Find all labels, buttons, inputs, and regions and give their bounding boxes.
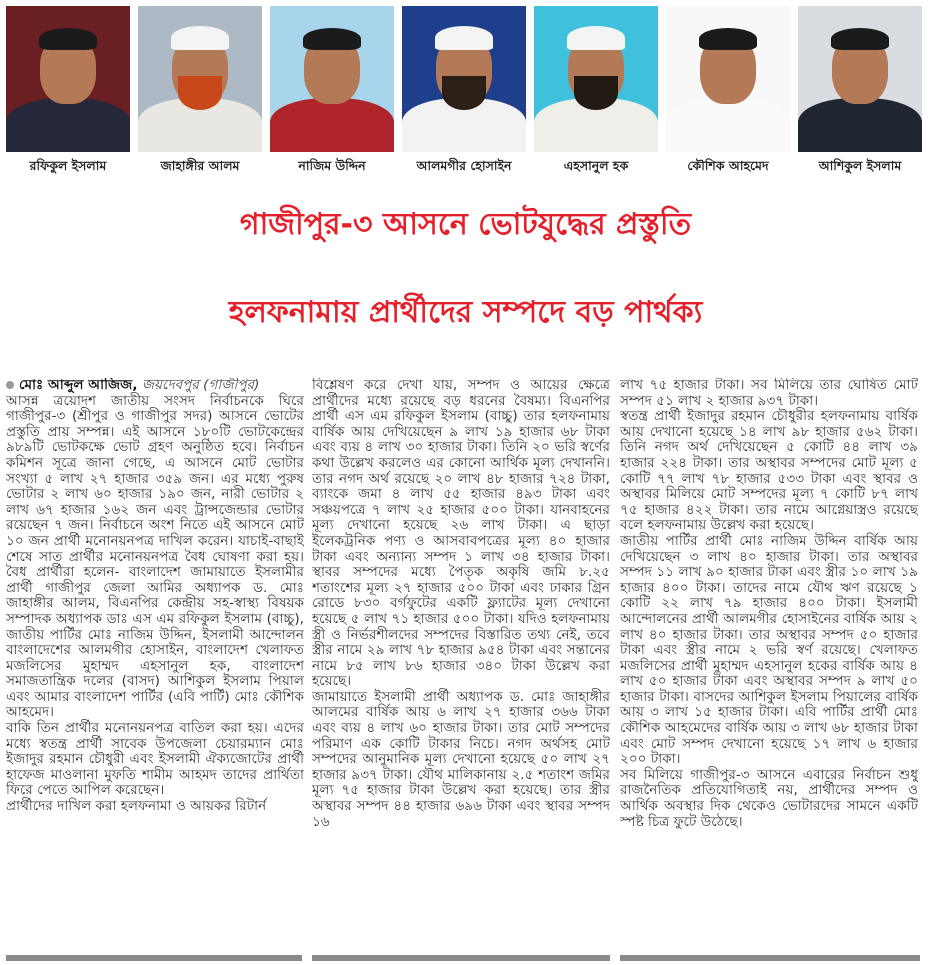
article-paragraph: বাকি তিন প্রার্থীর মনোনয়নপত্র বাতিল করা হয়। এদের মধ্যে স্বতন্ত্র প্রার্থী সাবেক উপজেলা চেয়ারম্যান মোঃ ইজাদুর রহমান চৌধুরী এবং ইসলামী ঐক্যজোটের প্রার্থী হাফেজ মাওলানা মুফতি শামীম আহমদ তাদের প্রার্থিতা ফিরে পেতে আপিল করেছেন। [6, 720, 304, 799]
candidate-photo [138, 6, 262, 152]
candidate-beard-shape [574, 76, 618, 110]
candidate-hair-shape [699, 28, 757, 50]
candidate-name: এহসানুল হক [563, 158, 629, 173]
candidate-name: জাহাঙ্গীর আলম [160, 158, 240, 173]
candidate-hair-shape [39, 28, 97, 50]
candidate-cap-shape [435, 26, 493, 50]
candidate-hair-shape [303, 28, 361, 50]
article-paragraph: সব মিলিয়ে গাজীপুর-৩ আসনে এবারের নির্বাচন শুধু রাজনৈতিক প্রতিযোগিতাই নয়, প্রার্থীদের সম্পদ ও আর্থিক অবস্থার দিক থেকেও ভোটারদের সামনে একটি স্পষ্ট চিত্র ফুটে উঠেছে। [620, 766, 918, 830]
article-paragraph: স্বতন্ত্র প্রার্থী ইজাদুর রহমান চৌধুরীর হলফনামায় বার্ষিক আয় দেখানো হয়েছে ১৪ লাখ ৯৮ হাজার ৫৬২ টাকা। তিনি নগদ অর্থ দেখিয়েছেন ৫ কোটি ৪৪ লাখ ৩৯ হাজার ২২৪ টাকা। তার অস্থাবর সম্পদের মোট মূল্য ৫ কোটি ৭৭ লাখ ৭৮ হাজার ৫৩৩ টাকা এবং স্থাবর ও অস্থাবর মিলিয়ে মোট সম্পদের মূল্য ৭ কোটি ৮৭ লাখ ৭৫ হাজার ৪২২ টাকা। তার নামে আগ্নেয়াস্ত্রও রয়েছে বলে হলফনামায় উল্লেখ করা হয়েছে। [620, 408, 918, 534]
column-divider-rule [312, 955, 610, 961]
candidate-body-shape [270, 98, 394, 152]
article-paragraph: বিশ্লেষণ করে দেখা যায়, সম্পদ ও আয়ের ক্ষেত্রে প্রার্থীদের মধ্যে রয়েছে বড় ধরনের বৈষম্য। বিএনপির প্রার্থী এস এম রফিকুল ইসলাম (বাচ্চু) তার হলফনামায় বার্ষিক আয় দেখিয়েছেন ৯ লাখ ১৯ হাজার ৬৮ টাকা এবং ব্যয় ৪ লাখ ৩০ হাজার টাকা। তিনি ২০ ভরি স্বর্ণের কথা উল্লেখ করলেও এর কোনো আর্থিক মূল্য দেখাননি। তার নগদ অর্থ রয়েছে ২০ লাখ ৪৮ হাজার ৭২৪ টাকা, ব্যাংকে জমা ৪ লাখ ৫৫ হাজার ৪৯৩ টাকা এবং সঞ্চয়পত্রে ৭ লাখ ২৫ হাজার ৫০০ টাকা। যানবাহনের মূল্য দেখানো হয়েছে ২৬ লাখ টাকা। এ ছাড়া ইলেকট্রনিক পণ্য ও আসবাবপত্রের মূল্য ৪০ হাজার টাকা এবং অন্যান্য সম্পদ ১ লাখ ৩৪ হাজার টাকা। স্থাবর সম্পদের মধ্যে পৈতৃক অকৃষি জমি ৮.২৫ শতাংশের মূল্য ২৭ হাজার ৫০০ টাকা এবং ঢাকার গ্রিন রোডে ৮৩০ বর্গফুটের একটি ফ্ল্যাটের মূল্য দেখানো হয়েছে ৫ লাখ ৭১ হাজার ৫০০ টাকা। যদিও হলফনামায় স্ত্রী ও নির্ভরশীলদের সম্পদের বিস্তারিত তথ্য নেই, তবে স্ত্রীর নামে ২৯ লাখ ৭৮ হাজার ৯৫৪ টাকা এবং সন্তানের নামে ৮৫ লাখ ৮৬ হাজার ৩৪০ টাকা উল্লেখ করা হয়েছে। [312, 378, 610, 690]
candidate-name: রফিকুল ইসলাম [29, 158, 107, 173]
candidate-body-shape [6, 98, 130, 152]
candidate-photo [534, 6, 658, 152]
candidate-body-shape [666, 98, 790, 152]
candidate-body-shape [798, 98, 922, 152]
article-column-2 [312, 378, 610, 948]
candidate-name: নাজিম উদ্দিন [298, 158, 366, 173]
candidate-photo [6, 6, 130, 152]
article-paragraph: জামায়াতে ইসলামী প্রার্থী অধ্যাপক ড. মোঃ জাহাঙ্গীর আলমের বার্ষিক আয় ৬ লাখ ২৭ হাজার ৩৬৬ টাকা এবং ব্যয় ৪ লাখ ৬০ হাজার টাকা। তার মোট সম্পদের পরিমাণ এক কোটি টাকার নিচে। নগদ অর্থসহ মোট সম্পদের আনুমানিক মূল্য দেখানো হয়েছে ৫০ লাখ ২৭ হাজার ৯৩৭ টাকা। যৌথ মালিকানায় ২.৫ শতাংশ জমির মূল্য ৭৫ হাজার টাকা উল্লেখ করা হয়েছে। তার স্ত্রীর অস্থাবর সম্পদ ৪৪ হাজার ৬৯৬ টাকা এবং স্থাবর সম্পদ ১৬ [312, 688, 610, 830]
article-column-3 [620, 378, 918, 948]
column-divider-rule [6, 955, 302, 961]
candidate-photo [666, 6, 790, 152]
column-divider-rule [620, 955, 920, 961]
headline-line-2: হলফনামায় প্রার্থীদের সম্পদে বড় পার্থক্য [228, 295, 703, 330]
bullet-icon [6, 381, 14, 389]
candidate-name: আশিকুল ইসলাম [818, 158, 902, 173]
article-paragraph: লাখ ৭৫ হাজার টাকা। সব মিলিয়ে তার ঘোষিত মোট সম্পদ ৫১ লাখ ২ হাজার ৯৩৭ টাকা। [620, 378, 918, 409]
candidate-cap-shape [171, 26, 229, 50]
article-paragraph: আসন্ন ত্রয়োদশ জাতীয় সংসদ নির্বাচনকে ঘিরে গাজীপুর-৩ (শ্রীপুর ও গাজীপুর সদর) আসনে ভোটের প্রস্তুতি প্রায় সম্পন্ন। এই আসনে ১৮০টি ভোটকেন্দ্রের ৯৮৯টি ভোটকক্ষে ভোট গ্রহণ অনুষ্ঠিত হবে। নির্বাচন কমিশন সূত্রে জানা গেছে, এ আসনে মোট ভোটার সংখ্যা ৫ লাখ ২৭ হাজার ৩৫৯ জন। এর মধ্যে পুরুষ ভোটার ২ লাখ ৬০ হাজার ১৯০ জন, নারী ভোটার ২ লাখ ৬৭ হাজার ১৬২ জন এবং ট্রান্সজেন্ডার ভোটার রয়েছেন ৭ জন। নির্বাচনে অংশ নিতে এই আসনে মোট ১০ জন প্রার্থী মনোনয়নপত্র দাখিল করেন। যাচাই-বাছাই শেষে সাত প্রার্থীর মনোনয়নপত্র বৈধ ঘোষণা করা হয়। বৈধ প্রার্থীরা হলেন- বাংলাদেশ জামায়াতে ইসলামীর প্রার্থী গাজীপুর জেলা আমির অধ্যাপক ড. মোঃ জাহাঙ্গীর আলম, বিএনপির কেন্দ্রীয় সহ-স্বাস্থ্য বিষয়ক সম্পাদক অধ্যাপক ডাঃ এস এম রফিকুল ইসলাম (বাচ্চু), জাতীয় পার্টির মোঃ নাজিম উদ্দিন, ইসলামী আন্দোলন বাংলাদেশের আলমগীর হোসাইন, বাংলাদেশ খেলাফত মজলিসের মুহাম্মদ এহসানুল হক, বাংলাদেশ সমাজতান্ত্রিক দলের (বাসদ) আশিকুল ইসলাম পিয়াল এবং আমার বাংলাদেশ পার্টির (এবি পার্টি) মোঃ কৌশিক আহমেদ। [6, 392, 304, 721]
byline [6, 378, 304, 394]
candidate-photos-row [6, 6, 926, 152]
candidate-photo [270, 6, 394, 152]
byline-author: মোঃ আব্দুল আজিজ, [19, 378, 138, 393]
candidate-names-row [6, 158, 926, 178]
candidate-beard-shape [178, 76, 222, 110]
headline-line-1: গাজীপুর-৩ আসনে ভোটযুদ্ধের প্রস্তুতি [239, 207, 692, 242]
byline-location: জয়দেবপুর (গাজীপুর) [141, 378, 260, 393]
candidate-beard-shape [442, 76, 486, 110]
candidate-cap-shape [567, 26, 625, 50]
candidate-name: কৌশিক আহমেদ [687, 158, 769, 173]
article-column-1 [6, 378, 304, 948]
article-paragraph: জাতীয় পার্টির প্রার্থী মোঃ নাজিম উদ্দিন বার্ষিক আয় দেখিয়েছেন ৩ লাখ ৪০ হাজার টাকা। তার অস্থাবর সম্পদ ১১ লাখ ৯০ হাজার টাকা এবং স্ত্রীর ১০ লাখ ১৯ হাজার ৪০০ টাকা। তাদের নামে যৌথ ঋণ রয়েছে ১ কোটি ২২ লাখ ৭৯ হাজার ৪০০ টাকা। ইসলামী আন্দোলনের প্রার্থী আলমগীর হোসাইনের বার্ষিক আয় ২ লাখ ৪০ হাজার টাকা। তার অস্থাবর সম্পদ ৫০ হাজার টাকা এবং স্ত্রীর নামে ২ ভরি স্বর্ণ রয়েছে। খেলাফত মজলিসের প্রার্থী মুহাম্মদ এহসানুল হকের বার্ষিক আয় ৪ লাখ ৫০ হাজার টাকা এবং অস্থাবর সম্পদ ৯ লাখ ৫০ হাজার টাকা। বাসদের আশিকুল ইসলাম পিয়ালের বার্ষিক আয় ৩ লাখ ১৫ হাজার টাকা। এবি পার্টির প্রার্থী মোঃ কৌশিক আহমেদের বার্ষিক আয় ৩ লাখ ৬৮ হাজার টাকা এবং মোট সম্পদ দেখানো হয়েছে ১৭ লাখ ৬ হাজার ২০০ টাকা। [620, 532, 918, 768]
candidate-hair-shape [831, 28, 889, 50]
article-paragraph: প্রার্থীদের দাখিল করা হলফনামা ও আয়কর রিটার্ন [6, 798, 267, 815]
candidate-name: আলমগীর হোসাইন [416, 158, 512, 173]
candidate-photo [402, 6, 526, 152]
candidate-photo [798, 6, 922, 152]
